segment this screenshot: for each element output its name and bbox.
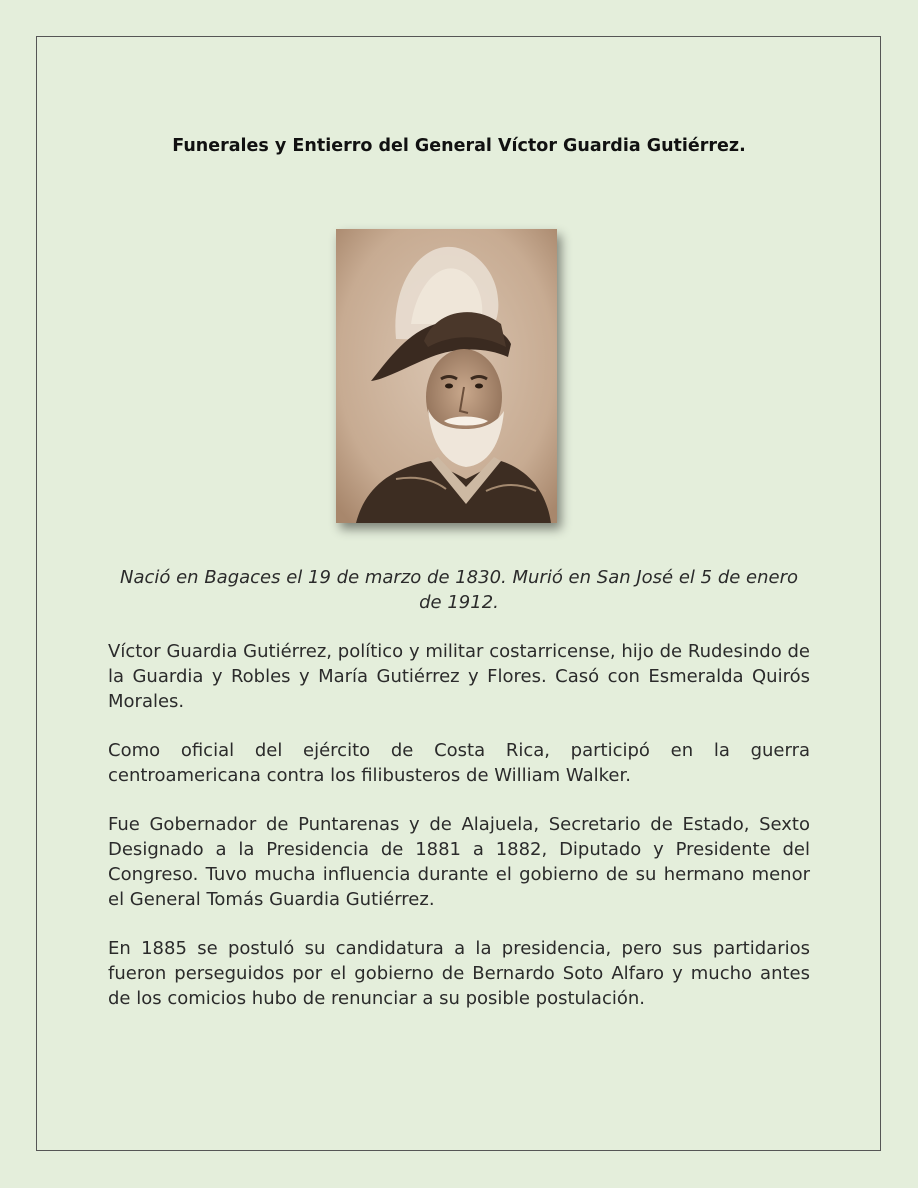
paragraph-military: Como oficial del ejército de Costa Rica, participó en la guerra centroamericana contra los filibusteros de William Walker. xyxy=(108,740,810,786)
birth-death-dates: Nació en Bagaces el 19 de marzo de 1830. Murió en San José el 5 de enero de 1912. xyxy=(119,567,799,613)
paragraph-candidacy: En 1885 se postuló su candidatura a la presidencia, pero sus partidarios fueron perseguidos por el gobierno de Bernardo Soto Alfaro y mucho antes de los comicios hubo de renunciar a su posible postulación. xyxy=(108,938,810,1009)
paragraph-family: Víctor Guardia Gutiérrez, político y militar costarricense, hijo de Rudesindo de la Guardia y Robles y María Gutiérrez y Flores. Casó con Esmeralda Quirós Morales. xyxy=(108,641,810,712)
portrait-image xyxy=(336,229,557,523)
portrait-svg xyxy=(336,229,557,523)
document-title: Funerales y Entierro del General Víctor Guardia Gutiérrez. xyxy=(172,136,746,156)
paragraph-political-career: Fue Gobernador de Puntarenas y de Alajuela, Secretario de Estado, Sexto Designado a la Presidencia de 1881 a 1882, Diputado y Presidente del Congreso. Tuvo mucha influencia durante el gobierno de su hermano menor el General Tomás Guardia Gutiérrez. xyxy=(108,814,810,910)
document-body xyxy=(108,565,810,1035)
